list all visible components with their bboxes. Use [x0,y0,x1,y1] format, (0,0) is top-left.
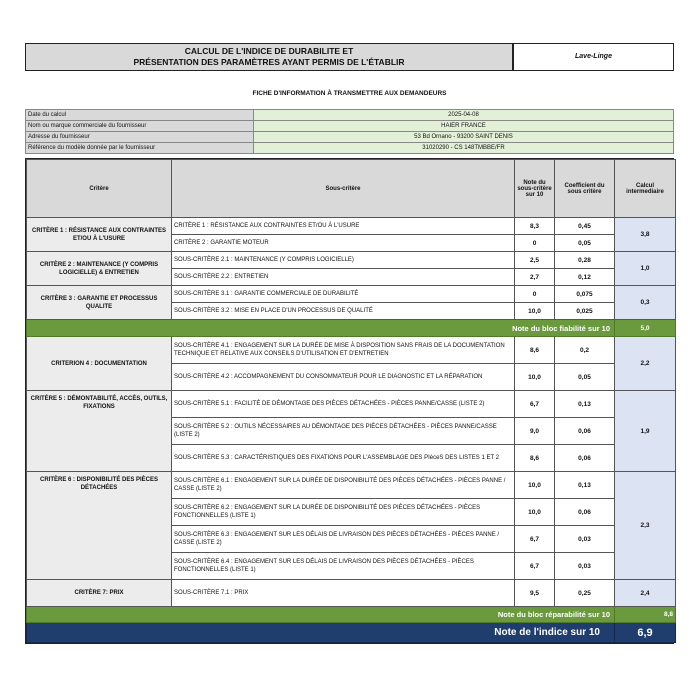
sub-criterion-label: SOUS-CRITÈRE 4.1 : ENGAGEMENT SUR LA DURÉE DE MISE À DISPOSITION SANS FRAIS DE LA DOCUMENTATION TECHNIQUE ET RELATIVE AUX CONSEILS D'UTILISATION ET D'ENTRETIEN [172,337,515,364]
criterion-label: CRITÈRE 2 : MAINTENANCE (Y COMPRIS LOGICIELLE) & ENTRETIEN [27,252,172,286]
sub-criterion-label: SOUS-CRITÈRE 6.4 : ENGAGEMENT SUR LES DÉLAIS DE LIVRAISON DES PIÈCES DÉTACHÉES - PIÈCES FONCTIONNELLES (LISTE 1) [172,553,515,580]
sub-note: 10,0 [515,364,555,391]
criterion-calc: 2,2 [615,337,676,391]
table-row [27,580,676,607]
criterion-label: CRITERION 4 : DOCUMENTATION [27,337,172,391]
sub-coef: 0,45 [555,218,615,235]
bloc-fiabilite-value: 5,0 [615,320,676,337]
col-note: Note du sous-critère sur 10 [515,160,555,218]
sub-note: 10,0 [515,499,555,526]
indice-value: 6,9 [615,623,676,643]
info-table [25,109,674,154]
sub-note: 10,0 [515,303,555,320]
table-row [27,218,676,235]
sub-criterion-label: SOUS-CRITÈRE 5.2 : OUTILS NÉCESSAIRES AU DÉMONTAGE DES PIÈCES DÉTACHÉES - PIÈCES PANNE/CASSE (LISTE 2) [172,418,515,445]
sub-criterion-label: CRITÈRE 1 : RÉSISTANCE AUX CONTRAINTES ET/OU À L'USURE [172,218,515,235]
sub-note: 2,7 [515,269,555,286]
sub-criterion-label: SOUS-CRITÈRE 2.1 : MAINTENANCE (Y COMPRIS LOGICIELLE) [172,252,515,269]
info-value: HAIER FRANCE [253,121,674,131]
table-row [27,391,676,418]
sub-coef: 0,05 [555,235,615,252]
header-row [27,160,676,218]
sub-criterion-label: SOUS-CRITÈRE 6.3 : ENGAGEMENT SUR LES DÉLAIS DE LIVRAISON DES PIÈCES DÉTACHÉES - PIÈCES PANNE / CASSE (LISTE 2) [172,526,515,553]
info-value: 31020290 - CS 148TMBBE/FR [253,143,674,153]
criterion-calc: 0,3 [615,286,676,320]
info-label: Date du calcul [25,110,253,120]
sub-criterion-label: SOUS-CRITÈRE 4.2 : ACCOMPAGNEMENT DU CONSOMMATEUR POUR LE DIAGNOSTIC ET LA RÉPARATION [172,364,515,391]
sub-note: 6,7 [515,526,555,553]
sub-coef: 0,03 [555,553,615,580]
sub-coef: 0,075 [555,286,615,303]
table-row [27,252,676,269]
sub-note: 2,5 [515,252,555,269]
criterion-calc: 2,3 [615,472,676,580]
title-line-1: CALCUL DE L'INDICE DE DURABILITE ET [184,46,354,56]
sub-note: 0 [515,235,555,252]
bloc-fiabilite-label: Note du bloc fiabilité sur 10 [27,320,615,337]
sub-note: 6,7 [515,391,555,418]
bloc-reparabilite-value: 8,8 [615,607,676,623]
criterion-label: CRITÈRE 1 : RÉSISTANCE AUX CONTRAINTES ET/OU À L'USURE [27,218,172,252]
col-coef: Coefficient du sous critère [555,160,615,218]
table-row [27,337,676,364]
sub-criterion-label: SOUS-CRITÈRE 6.2 : ENGAGEMENT SUR LA DURÉE DE DISPONIBILITÉ DES PIÈCES DÉTACHÉES - PIÈCES FONCTIONNELLES (LISTE 1) [172,499,515,526]
table-row [27,472,676,499]
sub-coef: 0,12 [555,269,615,286]
bloc-reparabilite-row [27,607,676,623]
sub-coef: 0,06 [555,445,615,472]
sub-note: 9,0 [515,418,555,445]
sub-criterion-label: SOUS-CRITÈRE 6.1 : ENGAGEMENT SUR LA DURÉE DE DISPONIBILITÉ DES PIÈCES DÉTACHÉES - PIÈCES PANNE / CASSE (LISTE 2) [172,472,515,499]
sub-coef: 0,06 [555,499,615,526]
criterion-calc: 1,0 [615,252,676,286]
sub-coef: 0,25 [555,580,615,607]
sub-criterion-label: SOUS-CRITÈRE 5.1 : FACILITÉ DE DÉMONTAGE DES PIÈCES DÉTACHÉES - PIÈCES PANNE/CASSE (LISTE 2) [172,391,515,418]
info-label: Référence du modèle donnée par le fournisseur [25,143,253,153]
info-label: Nom ou marque commerciale du fournisseur [25,121,253,131]
sub-criterion-label: SOUS-CRITÈRE 7.1 : PRIX [172,580,515,607]
col-critere: Critère [27,160,172,218]
sub-note: 8,6 [515,445,555,472]
criterion-label: CRITÈRE 5 : DÉMONTABILITÉ, ACCÈS, OUTILS, FIXATIONS [27,391,172,472]
sub-note: 6,7 [515,553,555,580]
sub-coef: 0,13 [555,472,615,499]
criterion-calc: 2,4 [615,580,676,607]
info-row [25,121,674,132]
sub-coef: 0,03 [555,526,615,553]
col-sous-critere: Sous-critère [172,160,515,218]
bloc-fiabilite-row [27,320,676,337]
sub-coef: 0,13 [555,391,615,418]
sub-note: 8,3 [515,218,555,235]
criterion-calc: 1,9 [615,391,676,472]
sub-coef: 0,2 [555,337,615,364]
sub-note: 0 [515,286,555,303]
score-table [25,158,674,644]
sub-note: 10,0 [515,472,555,499]
subtitle: FICHE D'INFORMATION À TRANSMETTRE AUX DEMANDEURS [252,90,447,97]
criterion-label: CRITÈRE 7: PRIX [27,580,172,607]
info-row [25,132,674,143]
bloc-reparabilite-label: Note du bloc réparabilité sur 10 [27,607,615,623]
product-type: Lave-Linge [513,43,674,71]
criterion-label: CRITÈRE 3 : GARANTIE ET PROCESSUS QUALITE [27,286,172,320]
sub-coef: 0,06 [555,418,615,445]
sub-criterion-label: SOUS-CRITÈRE 3.2 : MISE EN PLACE D'UN PROCESSUS DE QUALITÉ [172,303,515,320]
title-line-2: PRÉSENTATION DES PARAMÈTRES AYANT PERMIS DE L'ÉTABLIR [133,57,405,67]
sub-criterion-label: CRITÈRE 2 : GARANTIE MOTEUR [172,235,515,252]
sub-coef: 0,28 [555,252,615,269]
indice-label: Note de l'indice sur 10 [27,623,615,643]
criterion-calc: 3,8 [615,218,676,252]
sub-note: 8,6 [515,337,555,364]
table-row [27,286,676,303]
info-value: 2025-04-08 [253,110,674,120]
sub-criterion-label: SOUS-CRITÈRE 5.3 : CARACTÉRISTIQUES DES FIXATIONS POUR L'ASSEMBLAGE DES PIèceS DES LISTES 1 ET 2 [172,445,515,472]
sub-note: 9,5 [515,580,555,607]
indice-row [27,623,676,643]
info-row [25,143,674,154]
col-calc: Calcul intermediaire [615,160,676,218]
sub-coef: 0,05 [555,364,615,391]
sub-coef: 0,025 [555,303,615,320]
criterion-label: CRITÈRE 6 : DISPONIBILITÉ DES PIÈCES DÉTACHÉES [27,472,172,580]
info-row [25,109,674,121]
info-label: Adresse du fournisseur [25,132,253,142]
info-value: 53 Bd Ornano - 93200 SAINT DENIS [253,132,674,142]
sub-criterion-label: SOUS-CRITÈRE 3.1 : GARANTIE COMMERCIALE DE DURABILITÉ [172,286,515,303]
sub-criterion-label: SOUS-CRITÈRE 2.2 : ENTRETIEN [172,269,515,286]
document-title [25,43,513,71]
